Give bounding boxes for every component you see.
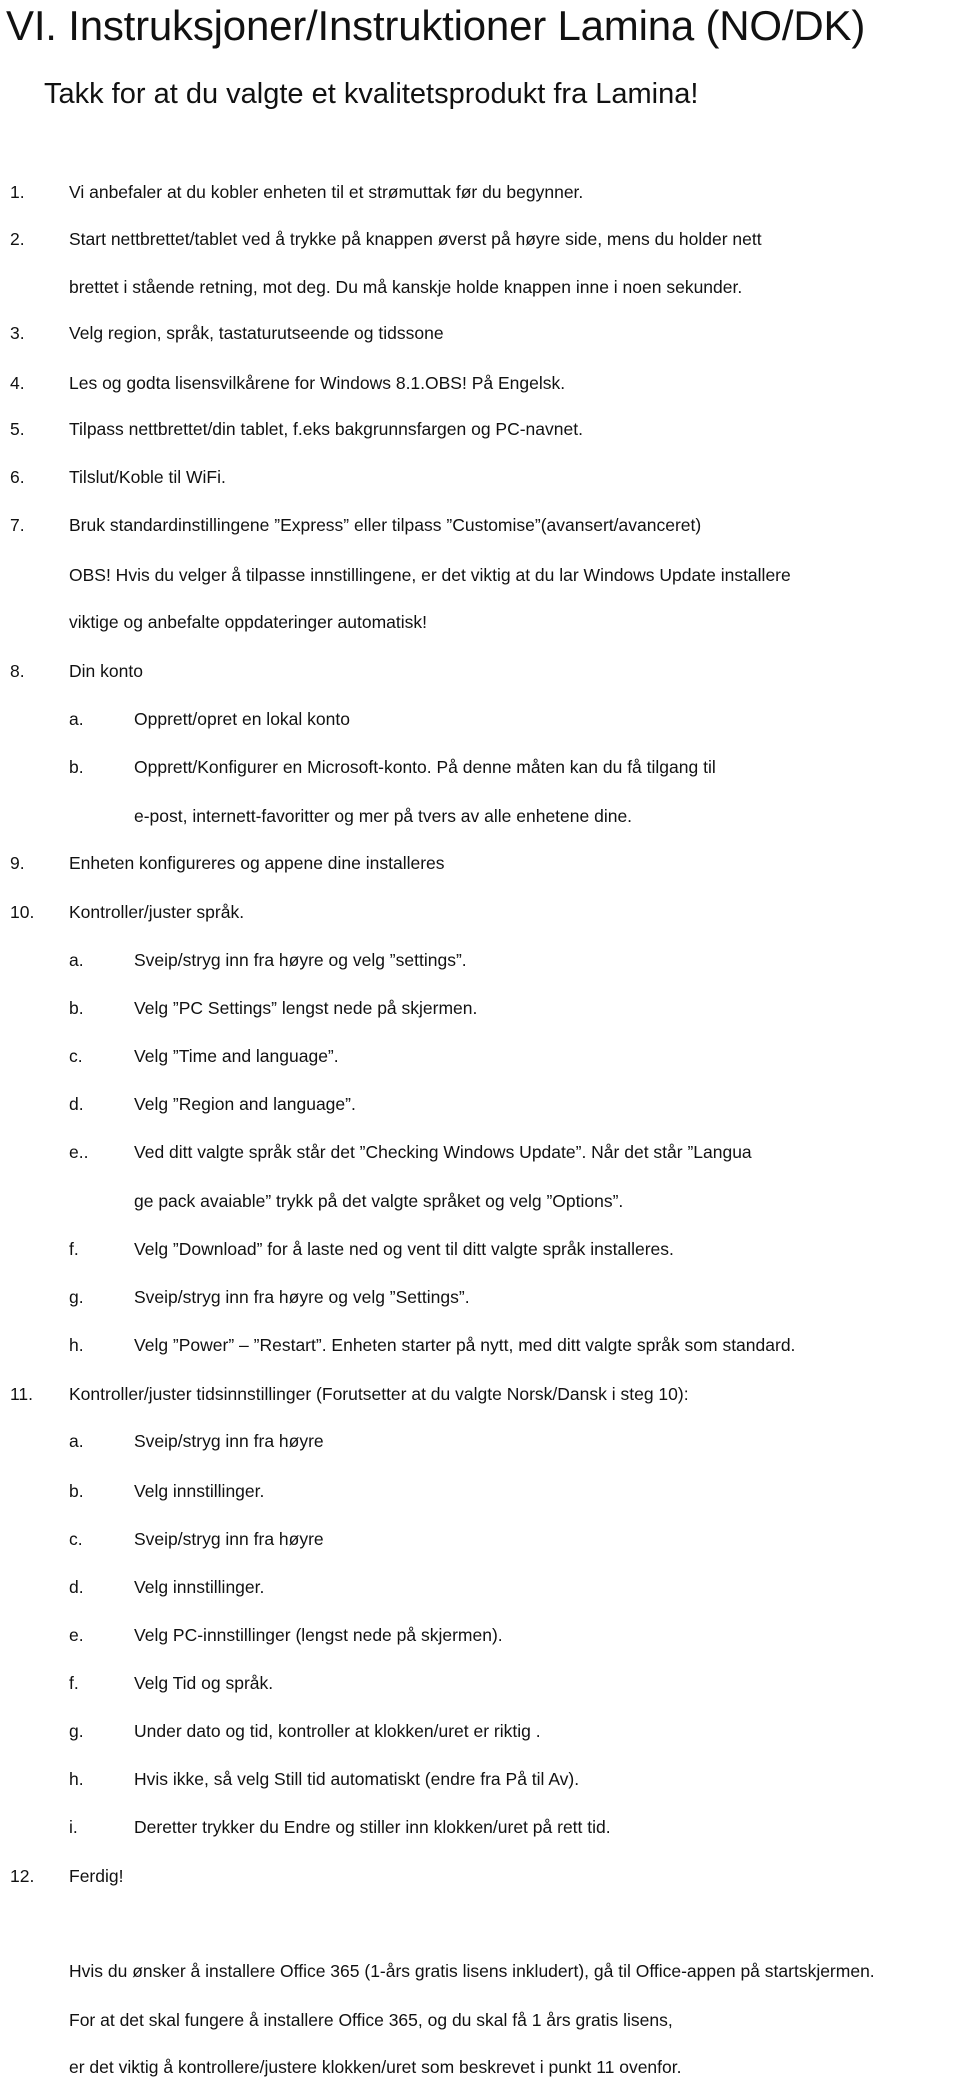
step-number: 6. <box>10 467 25 487</box>
page-title: VI. Instruksjoner/Instruktioner Lamina (NO/DK) <box>6 2 866 49</box>
step-text: Tilslut/Koble til WiFi. <box>69 467 226 487</box>
substep-letter: a. <box>69 950 84 970</box>
substep-text: Sveip/stryg inn fra høyre og velg ”Settings”. <box>134 1287 470 1307</box>
substep-text: Opprett/Konfigurer en Microsoft-konto. På denne måten kan du få tilgang til <box>134 757 716 777</box>
substep-letter: d. <box>69 1577 84 1597</box>
substep-letter: g. <box>69 1721 84 1741</box>
footer-text: Hvis du ønsker å installere Office 365 (1-års gratis lisens inkludert), gå til Office-appen på startskjermen. <box>69 1961 875 1981</box>
substep-letter: b. <box>69 757 84 777</box>
step-number: 2. <box>10 229 25 249</box>
step-text: Start nettbrettet/tablet ved å trykke på knappen øverst på høyre side, mens du holder nett <box>69 229 762 249</box>
substep-text: Under dato og tid, kontroller at klokken/uret er riktig . <box>134 1721 541 1741</box>
note-text: OBS! Hvis du velger å tilpasse innstillingene, er det viktig at du lar Windows Update installere <box>69 565 791 585</box>
step-text: Velg region, språk, tastaturutseende og tidssone <box>69 323 444 343</box>
substep-text: Sveip/stryg inn fra høyre og velg ”settings”. <box>134 950 467 970</box>
note-text: viktige og anbefalte oppdateringer automatisk! <box>69 612 428 632</box>
step-text: Tilpass nettbrettet/din tablet, f.eks bakgrunnsfargen og PC-navnet. <box>69 419 583 439</box>
substep-letter: h. <box>69 1335 84 1355</box>
step-text: Les og godta lisensvilkårene for Windows 8.1.OBS! På Engelsk. <box>69 373 566 393</box>
substep-letter: e.. <box>69 1142 89 1162</box>
substep-text: Sveip/stryg inn fra høyre <box>134 1431 324 1451</box>
substep-letter: b. <box>69 1481 84 1501</box>
substep-text: Ved ditt valgte språk står det ”Checking Windows Update”. Når det står ”Langua <box>134 1142 752 1162</box>
substep-text: Deretter trykker du Endre og stiller inn klokken/uret på rett tid. <box>134 1817 611 1837</box>
substep-letter: d. <box>69 1094 84 1114</box>
substep-text: Velg ”Download” for å laste ned og vent til ditt valgte språk installeres. <box>134 1239 674 1259</box>
substep-text: Hvis ikke, så velg Still tid automatiskt (endre fra På til Av). <box>134 1769 580 1789</box>
step-text: Kontroller/juster tidsinnstillinger (Forutsetter at du valgte Norsk/Dansk i steg 10): <box>69 1384 689 1404</box>
step-text: Vi anbefaler at du kobler enheten til et strømuttak før du begynner. <box>69 182 584 202</box>
step-text: Kontroller/juster språk. <box>69 902 245 922</box>
substep-letter: f. <box>69 1673 79 1693</box>
substep-letter: a. <box>69 709 84 729</box>
substep-letter: b. <box>69 998 84 1018</box>
footer-text: For at det skal fungere å installere Office 365, og du skal få 1 års gratis lisens, <box>69 2010 673 2030</box>
step-number: 10. <box>10 902 35 922</box>
substep-letter: c. <box>69 1529 83 1549</box>
substep-text: Velg ”Time and language”. <box>134 1046 339 1066</box>
substep-letter: g. <box>69 1287 84 1307</box>
substep-letter: i. <box>69 1817 78 1837</box>
substep-letter: a. <box>69 1431 84 1451</box>
step-number: 1. <box>10 182 25 202</box>
page-subtitle: Takk for at du valgte et kvalitetsprodukt fra Lamina! <box>44 78 699 110</box>
substep-text: Velg Tid og språk. <box>134 1673 274 1693</box>
step-number: 4. <box>10 373 25 393</box>
step-text: Ferdig! <box>69 1866 124 1886</box>
step-number: 5. <box>10 419 25 439</box>
substep-text: Sveip/stryg inn fra høyre <box>134 1529 324 1549</box>
step-number: 8. <box>10 661 25 681</box>
footer-text: er det viktig å kontrollere/justere klokken/uret som beskrevet i punkt 11 ovenfor. <box>69 2057 682 2077</box>
step-number: 7. <box>10 515 25 535</box>
substep-text: Opprett/opret en lokal konto <box>134 709 350 729</box>
step-text: brettet i stående retning, mot deg. Du må kanskje holde knappen inne i noen sekunder. <box>69 277 743 297</box>
step-number: 12. <box>10 1866 35 1886</box>
step-text: Din konto <box>69 661 143 681</box>
step-text: Bruk standardinstillingene ”Express” eller tilpass ”Customise”(avansert/avanceret) <box>69 515 702 535</box>
substep-text: Velg ”Power” – ”Restart”. Enheten starter på nytt, med ditt valgte språk som standard. <box>134 1335 796 1355</box>
substep-text: Velg innstillinger. <box>134 1577 265 1597</box>
substep-text: Velg PC-innstillinger (lengst nede på skjermen). <box>134 1625 503 1645</box>
step-number: 11. <box>10 1384 34 1404</box>
step-number: 9. <box>10 853 25 873</box>
substep-letter: f. <box>69 1239 79 1259</box>
substep-text: Velg ”Region and language”. <box>134 1094 356 1114</box>
substep-letter: h. <box>69 1769 84 1789</box>
substep-letter: c. <box>69 1046 83 1066</box>
step-text: Enheten konfigureres og appene dine installeres <box>69 853 445 873</box>
substep-text: ge pack avaiable” trykk på det valgte språket og velg ”Options”. <box>134 1191 624 1211</box>
step-number: 3. <box>10 323 25 343</box>
substep-text: Velg innstillinger. <box>134 1481 265 1501</box>
substep-letter: e. <box>69 1625 84 1645</box>
substep-text: Velg ”PC Settings” lengst nede på skjermen. <box>134 998 478 1018</box>
substep-text: e-post, internett-favoritter og mer på tvers av alle enhetene dine. <box>134 806 633 826</box>
